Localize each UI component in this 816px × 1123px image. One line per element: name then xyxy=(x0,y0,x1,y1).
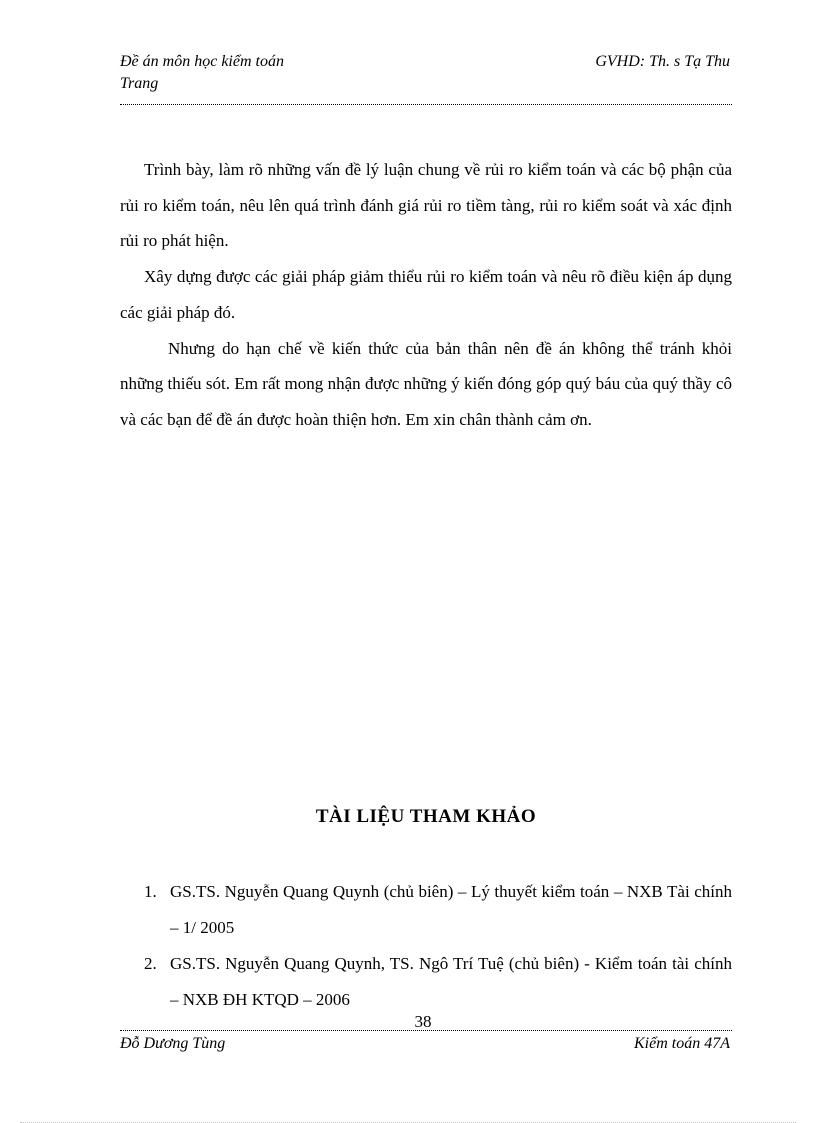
paragraph-3: Nhưng do hạn chế về kiến thức của bản thân nên đề án không thể tránh khỏi những thiếu sót. Em rất mong nhận được những ý kiến đóng góp quý báu của quý thầy cô và các bạn để đề án được hoàn thiện hơn. Em xin chân thành cảm ơn. xyxy=(120,338,732,429)
page-footer xyxy=(120,1030,732,1061)
document-title-continuation: Trang xyxy=(120,75,159,92)
class-name: Kiểm toán 47A xyxy=(634,1035,730,1052)
reference-number: 1. xyxy=(144,882,157,901)
references-heading: TÀI LIỆU THAM KHẢO xyxy=(315,806,537,827)
author-name: Đỗ Dương Tùng xyxy=(120,1035,226,1052)
reference-item xyxy=(120,874,732,946)
supervisor-label: GVHD: Th. s Tạ Thu xyxy=(595,53,730,70)
page-header xyxy=(120,52,732,105)
paragraph-2: Xây dựng được các giải pháp giảm thiểu rủi ro kiểm toán và nêu rõ điều kiện áp dụng các giải pháp đó. xyxy=(120,267,732,322)
reference-text: GS.TS. Nguyễn Quang Quynh, TS. Ngô Trí Tuệ (chủ biên) - Kiểm toán tài chính – NXB ĐH KTQD – 2006 xyxy=(170,954,732,1009)
body-text xyxy=(120,152,732,438)
reference-number: 2. xyxy=(144,954,157,973)
paragraph-1: Trình bày, làm rõ những vấn đề lý luận chung về rủi ro kiểm toán và các bộ phận của rủi ro kiểm toán, nêu lên quá trình đánh giá rủi ro tiềm tàng, rủi ro kiểm soát và xác định rủi ro phát hiện. xyxy=(120,160,732,251)
page-number: 38 xyxy=(414,1012,432,1031)
reference-text: GS.TS. Nguyễn Quang Quynh (chủ biên) – Lý thuyết kiểm toán – NXB Tài chính – 1/ 2005 xyxy=(170,882,732,937)
reference-item xyxy=(120,946,732,1018)
document-title: Đề án môn học kiểm toán xyxy=(120,53,284,70)
references-list xyxy=(120,874,732,1018)
